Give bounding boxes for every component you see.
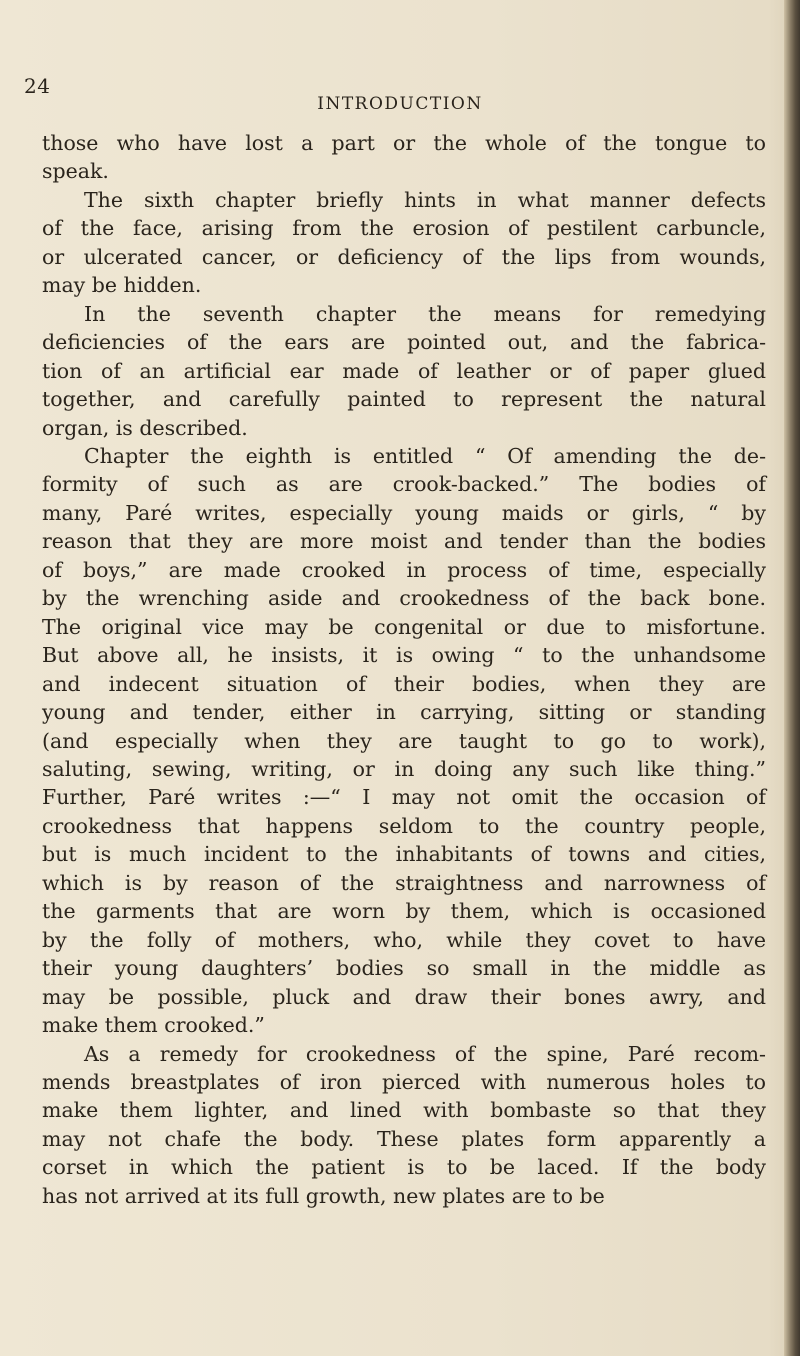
- text-line: But above all, he insists, it is owing “ to the unhandsome: [42, 643, 766, 668]
- text-line: speak.: [42, 159, 109, 184]
- paragraph: [42, 186, 766, 300]
- text-line: crookedness that happens seldom to the country people,: [42, 813, 766, 838]
- text-line: In the seventh chapter the means for remedying: [84, 301, 766, 326]
- text-line: the garments that are worn by them, which is occasioned: [42, 899, 766, 924]
- text-line: Chapter the eighth is entitled “ Of amending the de-: [84, 443, 766, 468]
- text-line: those who have lost a part or the whole of the tongue to: [42, 131, 766, 155]
- page-edge-shadow: [784, 0, 800, 1356]
- text-line: has not arrived at its full growth, new plates are to be: [42, 1183, 605, 1208]
- text-line: may be hidden.: [42, 273, 202, 298]
- text-line: together, and carefully painted to represent the natural: [42, 387, 766, 412]
- text-line: As a remedy for crookedness of the spine, Paré recom-: [84, 1041, 766, 1066]
- text-line: their young daughters’ bodies so small in the middle as: [42, 956, 766, 981]
- text-line: formity of such as are crook-backed.” The bodies of: [42, 472, 766, 497]
- text-line: make them crooked.”: [42, 1013, 265, 1038]
- text-line: The sixth chapter briefly hints in what manner defects: [84, 187, 766, 212]
- page-number: 24: [24, 74, 51, 98]
- text-line: make them lighter, and lined with bombaste so that they: [42, 1098, 766, 1123]
- text-line: by the wrenching aside and crookedness of the back bone.: [42, 586, 766, 611]
- paragraph: [42, 300, 766, 442]
- text-line: of the face, arising from the erosion of pestilent carbuncle,: [42, 216, 766, 241]
- text-line: by the folly of mothers, who, while they covet to have: [42, 927, 766, 952]
- text-line: reason that they are more moist and tender than the bodies: [42, 529, 766, 554]
- text-line: may not chafe the body. These plates form apparently a: [42, 1126, 766, 1151]
- paragraph: [42, 1040, 766, 1211]
- body-text: [42, 129, 766, 1210]
- text-line: tion of an artificial ear made of leather or of paper glued: [42, 358, 766, 383]
- text-line: corset in which the patient is to be laced. If the body: [42, 1155, 766, 1180]
- text-line: saluting, sewing, writing, or in doing any such like thing.”: [42, 756, 766, 781]
- paragraph: [42, 129, 766, 186]
- text-line: or ulcerated cancer, or deficiency of the lips from wounds,: [42, 244, 766, 269]
- text-line: The original vice may be congenital or due to misfortune.: [42, 614, 766, 639]
- text-line: organ, is described.: [42, 415, 248, 440]
- text-line: young and tender, either in carrying, sitting or standing: [42, 700, 766, 725]
- text-line: which is by reason of the straightness and narrowness of: [42, 870, 766, 895]
- text-line: many, Paré writes, especially young maids or girls, “ by: [42, 500, 766, 525]
- text-line: (and especially when they are taught to go to work),: [42, 728, 766, 753]
- text-line: may be possible, pluck and draw their bones awry, and: [42, 984, 766, 1009]
- running-head: INTRODUCTION: [317, 94, 483, 114]
- paragraph: [42, 442, 766, 1040]
- text-line: mends breastplates of iron pierced with numerous holes to: [42, 1069, 766, 1094]
- text-line: and indecent situation of their bodies, when they are: [42, 671, 766, 696]
- text-line: but is much incident to the inhabitants of towns and cities,: [42, 842, 766, 867]
- text-line: of boys,” are made crooked in process of time, especially: [42, 557, 766, 582]
- text-line: deficiencies of the ears are pointed out, and the fabrica-: [42, 330, 766, 355]
- text-line: Further, Paré writes :—“ I may not omit the occasion of: [42, 785, 766, 810]
